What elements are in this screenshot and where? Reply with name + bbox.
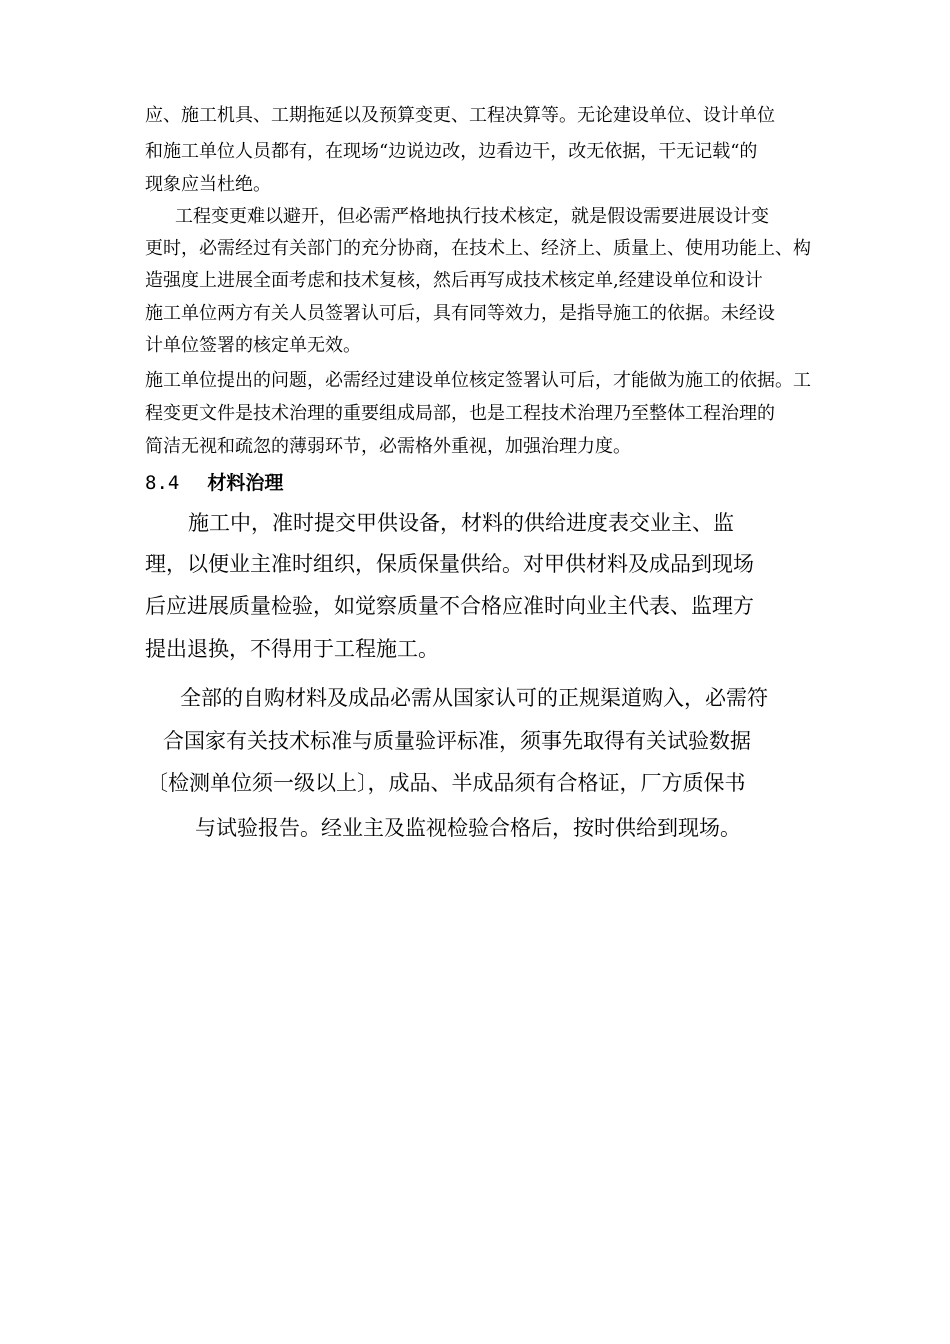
paragraph-line: 与试验报告。经业主及监视检验合格后，按时供给到现场。 (195, 816, 741, 840)
paragraph-line: 造强度上进展全面考虑和技术复核，然后再写成技术核定单,经建设单位和设计 (145, 270, 763, 291)
section-number: 8.4 (145, 472, 180, 494)
paragraph-line: 施工中，准时提交甲供设备，材料的供给进度表交业主、监 (188, 511, 734, 535)
paragraph-line: 简洁无视和疏忽的薄弱环节，必需格外重视，加强治理力度。 (145, 436, 631, 457)
paragraph-line: 应、施工机具、工期拖延以及预算变更、工程决算等。无论建设单位、设计单位 (145, 105, 775, 126)
paragraph-line: 合国家有关技术标准与质量验评标准，须事先取得有关试验数据 (163, 729, 751, 753)
paragraph-line: 计单位签署的核定单无效。 (145, 335, 361, 356)
paragraph-line: 施工单位提出的问题，必需经过建设单位核定签署认可后，才能做为施工的依据。工 (145, 370, 811, 391)
paragraph-line: 提出退换，不得用于工程施工。 (145, 637, 439, 661)
paragraph-line: 现象应当杜绝。 (145, 174, 271, 195)
paragraph-line: 全部的自购材料及成品必需从国家认可的正规渠道购入，必需符 (180, 686, 768, 710)
paragraph-line: 程变更文件是技术治理的重要组成局部，也是工程技术治理乃至整体工程治理的 (145, 403, 775, 424)
paragraph-line: 理，以便业主准时组织，保质保量供给。对甲供材料及成品到现场 (145, 552, 754, 576)
section-title: 材料治理 (207, 472, 284, 494)
paragraph-line: 工程变更难以避开，但必需严格地执行技术核定，就是假设需要进展设计变 (175, 206, 769, 227)
paragraph-line: 和施工单位人员都有，在现场“边说边改，边看边干，改无依据，干无记载“的 (145, 141, 758, 162)
paragraph-line: 后应进展质量检验，如觉察质量不合格应准时向业主代表、监理方 (145, 594, 754, 618)
paragraph-line: 〔检测单位须一级以上〕，成品、半成品须有合格证，厂方质保书 (147, 771, 746, 795)
paragraph-line: 施工单位两方有关人员签署认可后，具有同等效力，是指导施工的依据。未经设 (145, 303, 775, 324)
section-heading (145, 471, 283, 495)
paragraph-line: 更时，必需经过有关部门的充分协商，在技术上、经济上、质量上、使用功能上、构 (145, 238, 811, 259)
